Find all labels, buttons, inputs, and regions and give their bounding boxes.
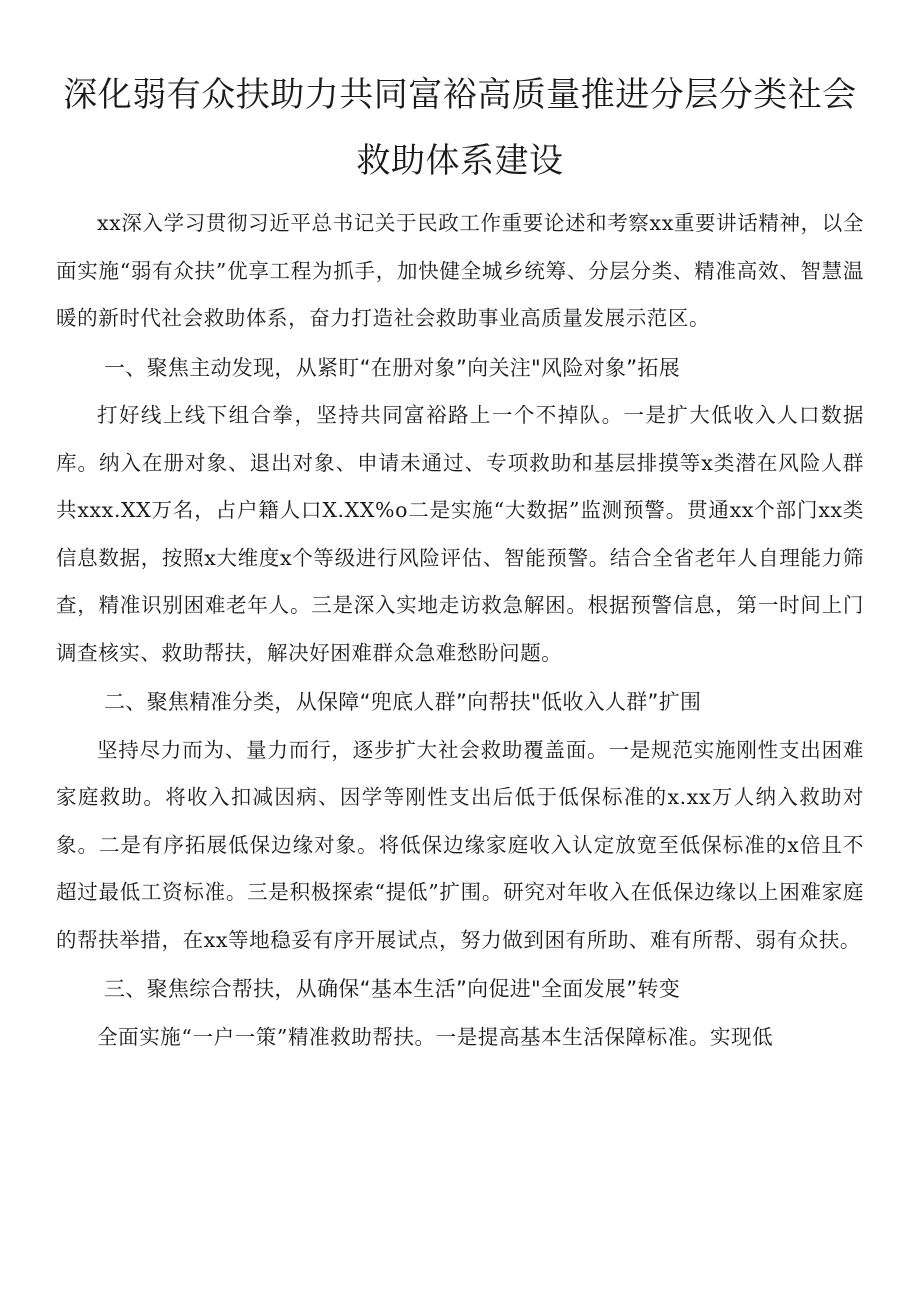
section-1-heading: 一、聚焦主动发现，从紧盯“在册对象”向关注"风险对象”拓展 xyxy=(104,355,680,380)
section-2-heading: 二、聚焦精准分类，从保障“兜底人群”向帮扶"低收入人群”扩围 xyxy=(104,690,702,714)
title-line-2: 救助体系建设 xyxy=(356,141,564,181)
section-2-body: 坚持尽力而为、量力而行，逐步扩大社会救助覆盖面。一是规范实施刚性支出困难家庭救助。将收入扣减因病、因学等刚性支出后低于低保标准的x.xx万人纳入救助对象。二是有序拓展低保边缘对象。将低保边缘家庭收入认定放宽至低保标准的x倍且不超过最低工资标准。三是积极探索“提低”扩围。研究对年收入在低保边缘以上困难家庭的帮扶举措，在xx等地稳妥有序开展试点，努力做到困有所助、难有所帮、弱有众扶。 xyxy=(56,737,864,952)
section-3-body: 全面实施“一户一策”精准救助帮扶。一是提高基本生活保障标准。实现低 xyxy=(97,1024,774,1049)
intro-paragraph: xx深入学习贯彻习近平总书记关于民政工作重要论述和考察xx重要讲话精神，以全面实施“弱有众扶”优享工程为抓手，加快健全城乡统筹、分层分类、精准高效、智慧温暖的新时代社会救助体系，奋力打造社会救助事业高质量发展示范区。 xyxy=(56,211,864,330)
section-3-heading: 三、聚焦综合帮扶，从确保“基本生活”向促进"全面发展”转变 xyxy=(104,977,680,1001)
section-1-body: 打好线上线下组合拳，坚持共同富裕路上一个不掉队。一是扩大低收入人口数据库。纳入在册对象、退出对象、申请未通过、专项救助和基层排摸等x类潜在风险人群共xxx.XX万名，占户籍人口X.XX%o二是实施“大数据”监测预警。贯通xx个部门xx类信息数据，按照x大维度x个等级进行风险评估、智能预警。结合全省老年人自理能力筛查，精准识别困难老年人。三是深入实地走访救急解困。根据预警信息，第一时间上门调查核实、救助帮扶，解决好困难群众急难愁盼问题。 xyxy=(56,403,864,665)
title-line-1: 深化弱有众扶助力共同富裕高质量推进分层分类社会 xyxy=(63,75,857,115)
document-title xyxy=(56,62,864,194)
